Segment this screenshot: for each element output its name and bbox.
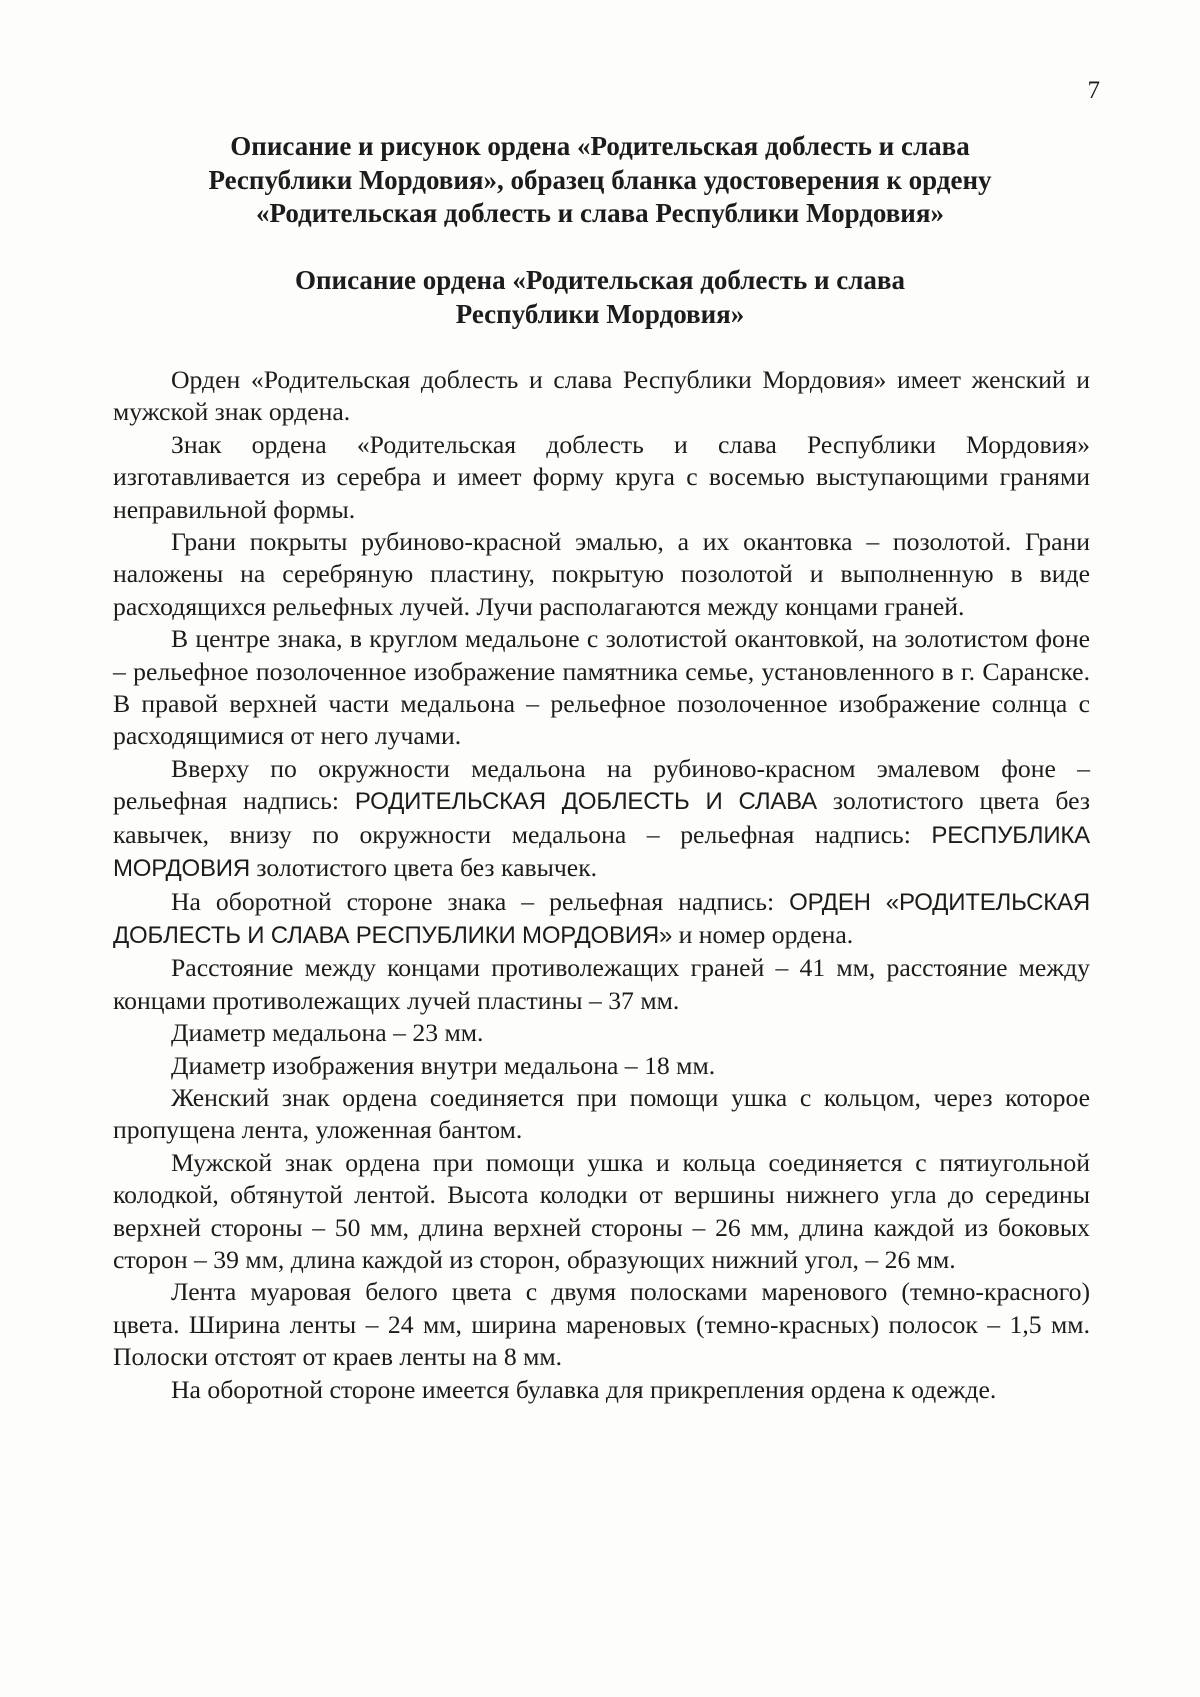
paragraph: Грани покрыты рубиново-красной эмалью, а их окантовка – позолотой. Грани наложены на серебряную пластину, покрытую позолотой и выполненную в виде расходящихся рельефных лучей. Лучи располагаются между концами граней. xyxy=(113,527,1090,621)
paragraph: Мужской знак ордена при помощи ушка и кольца соединяется с пятиугольной колодкой, обтянутой лентой. Высота колодки от вершины нижнего угла до середины верхней стороны – 50 мм, длина верхней стороны – 26 мм, длина каждой из боковых сторон – 39 мм, длина каждой из сторон, образующих нижний угол, – 26 мм. xyxy=(113,1147,1090,1274)
paragraph: Лента муаровая белого цвета с двумя полосками маренового (темно-красного) цвета. Ширина ленты – 24 мм, ширина мареновых (темно-красных) полосок – 1,5 мм. Полоски отстоят от краев ленты на 8 мм. xyxy=(113,1277,1090,1372)
paragraph: Диаметр медальона – 23 мм. xyxy=(171,1018,484,1048)
page-number: 7 xyxy=(1087,77,1100,104)
title-line: Республики Мордовия», образец бланка удостоверения к ордену xyxy=(208,164,992,195)
paragraph-text: и номер ордена. xyxy=(672,919,854,949)
section-title xyxy=(120,264,1080,331)
paragraph: Орден «Родительская доблесть и слава Республики Мордовия» имеет женский и мужской знак ордена. xyxy=(113,365,1090,427)
paragraph: Расстояние между концами противолежащих граней – 41 мм, расстояние между концами противолежащих лучей пластины – 37 мм. xyxy=(113,953,1090,1015)
paragraph: Женский знак ордена соединяется при помощи ушка с кольцом, через которое пропущена лента, уложенная бантом. xyxy=(113,1082,1090,1145)
paragraph xyxy=(113,886,1090,953)
paragraph: На оборотной стороне имеется булавка для прикрепления ордена к одежде. xyxy=(171,1374,997,1404)
paragraph xyxy=(113,753,1090,886)
document-title xyxy=(120,130,1080,231)
paragraph: В центре знака, в круглом медальоне с золотистой окантовкой, на золотистом фоне – рельефное позолоченное изображение памятника семье, установленного в г. Саранске. В правой верхней части медальона – рельефное позолоченное изображение солнца с расходящимися от него лучами. xyxy=(113,624,1090,751)
inscription-text: ОРДЕН «РОДИТЕЛЬСКАЯ ДОБЛЕСТЬ И СЛАВА РЕСПУБЛИКИ МОРДОВИЯ» xyxy=(113,888,1090,949)
title-line: Описание и рисунок ордена «Родительская доблесть и слава xyxy=(230,131,970,161)
paragraph-text: Вверху по окружности медальона на рубиново-красном эмалевом фоне – рельефная надпись: xyxy=(113,753,1090,816)
paragraph: Диаметр изображения внутри медальона – 18 мм. xyxy=(171,1050,716,1080)
paragraph-text: На оборотной стороне знака – рельефная надпись: xyxy=(171,886,790,916)
title-line: «Родительская доблесть и слава Республики Мордовия» xyxy=(256,198,944,228)
section-title-line: Республики Мордовия» xyxy=(455,298,745,329)
inscription-text: РОДИТЕЛЬСКАЯ ДОБЛЕСТЬ И СЛАВА xyxy=(354,788,817,816)
paragraph: Знак ордена «Родительская доблесть и слава Республики Мордовия» изготавливается из серебра и имеет форму круга с восемью выступающими гранями неправильной формы. xyxy=(113,429,1090,524)
document-body xyxy=(113,364,1090,1406)
section-title-line: Описание ордена «Родительская доблесть и слава xyxy=(294,265,906,295)
paragraph-text: золотистого цвета без кавычек, внизу по окружности медальона – рельефная надпись: xyxy=(113,786,1090,849)
paragraph-text: золотистого цвета без кавычек. xyxy=(249,853,598,883)
inscription-text: РЕСПУБЛИКА МОРДОВИЯ xyxy=(113,821,1090,883)
